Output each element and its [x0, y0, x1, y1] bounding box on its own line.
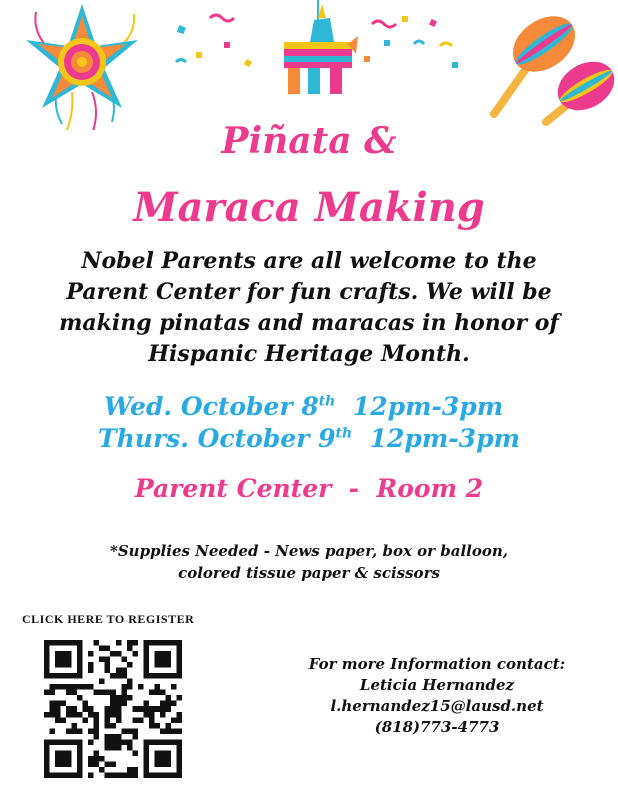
title-line-2: Maraca Making: [133, 184, 485, 231]
event-date-2: [98, 424, 520, 453]
supplies-line-2: colored tissue paper & scissors: [178, 564, 440, 582]
intro-text: Nobel Parents are all welcome to the Parent Center for fun crafts. We will be making pinatas and maracas in honor of Hispanic Heritage Month.: [59, 248, 559, 367]
supplies-note: [0, 540, 618, 584]
date-1-suffix: th: [318, 393, 336, 410]
date-2-day: Thurs. October 9: [98, 424, 336, 453]
contact-name: Leticia Hernandez: [359, 676, 515, 694]
maracas-icon: [494, 5, 618, 122]
contact-email[interactable]: l.hernandez15@lausd.net: [330, 697, 544, 715]
donkey-pinata-icon: [284, 0, 358, 94]
qr-code-icon[interactable]: [44, 640, 182, 778]
date-1-time: 12pm-3pm: [352, 392, 504, 421]
contact-phone: (818)773-4773: [374, 718, 500, 736]
date-2-time: 12pm-3pm: [369, 424, 521, 453]
date-1-day: Wed. October 8: [104, 392, 319, 421]
title-line-1: Piñata &: [221, 120, 397, 162]
contact-block: [292, 654, 582, 738]
register-link[interactable]: CLICK HERE TO REGISTER: [22, 612, 195, 626]
event-location: Parent Center - Room 2: [134, 474, 484, 503]
event-date-1: [104, 392, 503, 421]
contact-heading: For more Information contact:: [308, 655, 566, 673]
supplies-line-1: *Supplies Needed - News paper, box or balloon,: [109, 542, 508, 560]
star-pinata-icon: [26, 4, 138, 130]
decorations: [0, 0, 618, 130]
date-2-suffix: th: [335, 425, 353, 442]
